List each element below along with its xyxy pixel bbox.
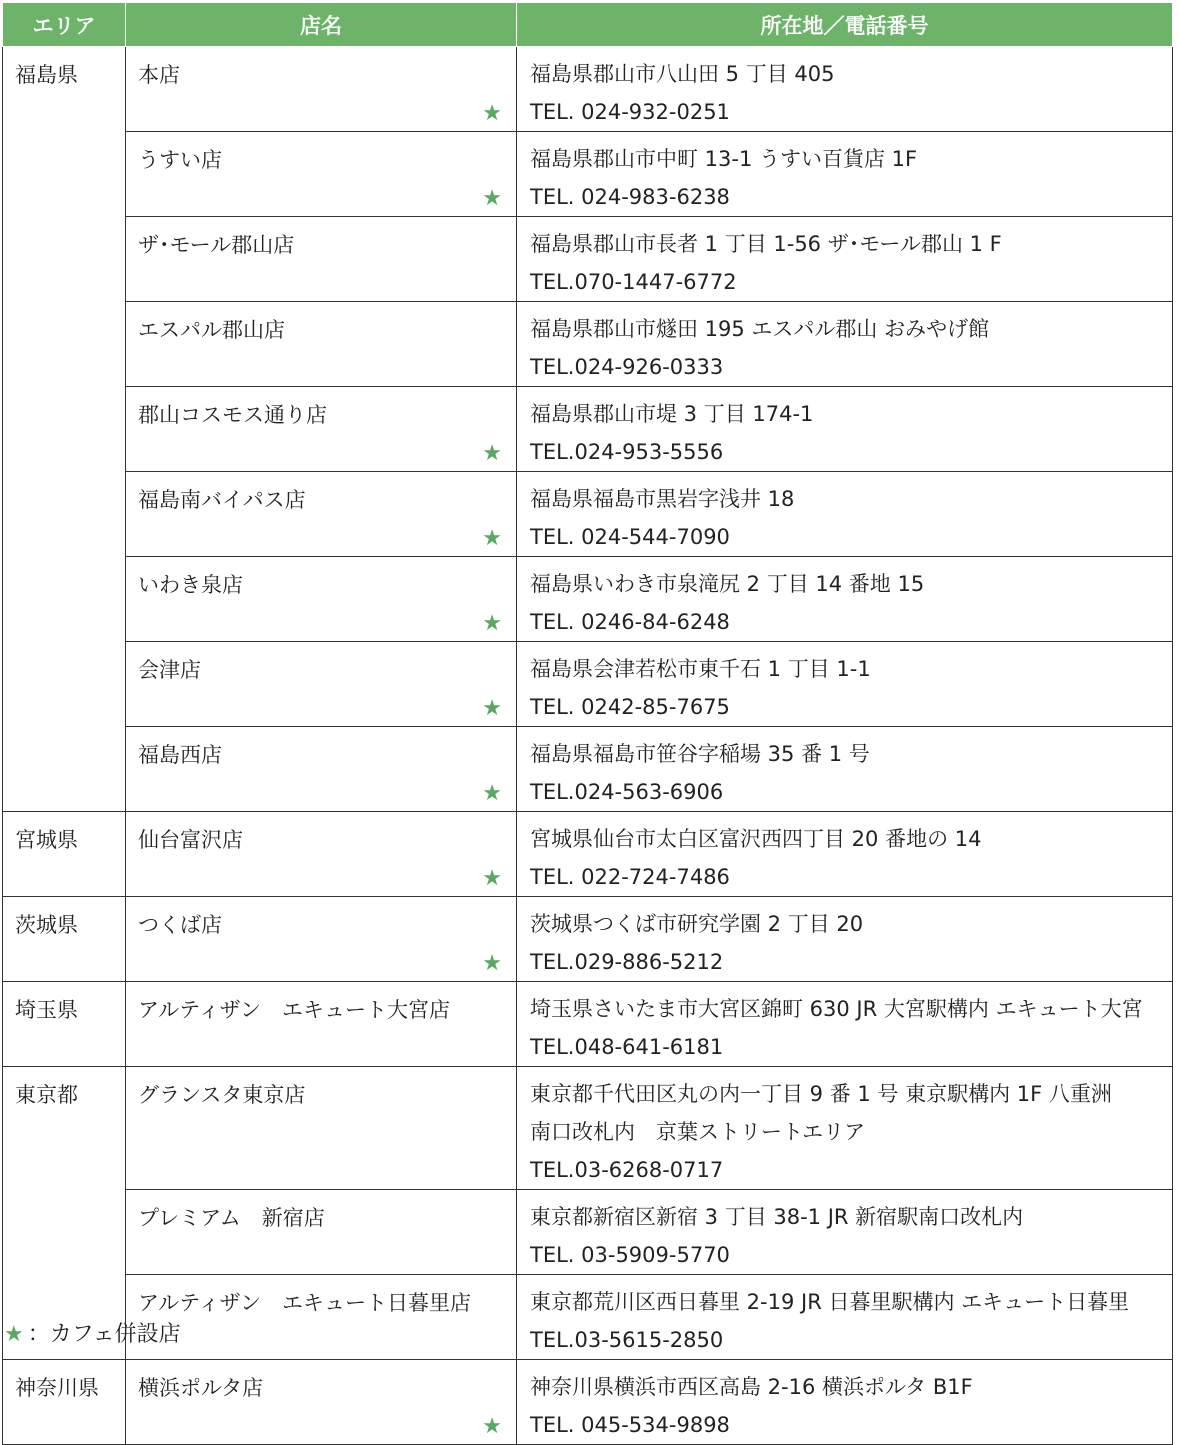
phone-number: TEL.024-926-0333 — [530, 355, 724, 379]
address-cell — [517, 1275, 1173, 1360]
address-cell — [517, 1190, 1173, 1275]
star-icon: ★ — [482, 611, 502, 636]
star-icon: ★ — [482, 441, 502, 466]
address-line: 東京都荒川区西日暮里 2-19 JR 日暮里駅構内 エキュート日暮里 — [530, 1290, 1130, 1314]
address-line: 南口改札内 京葉ストリートエリア — [530, 1120, 866, 1144]
address-cell — [517, 217, 1173, 302]
address-cell — [517, 387, 1173, 472]
phone-number: TEL.03-6268-0717 — [530, 1158, 724, 1182]
address-line: 東京都新宿区新宿 3 丁目 38-1 JR 新宿駅南口改札内 — [530, 1205, 1024, 1229]
legend-text: ：カフェ併設店 — [27, 1322, 181, 1347]
store-name-cell — [126, 897, 517, 982]
table-row — [3, 132, 1173, 217]
store-name-cell — [126, 812, 517, 897]
store-name-cell — [126, 217, 517, 302]
address-cell — [517, 472, 1173, 557]
store-name-cell — [126, 472, 517, 557]
address-line: 福島県いわき市泉滝尻 2 丁目 14 番地 15 — [530, 572, 925, 596]
store-name-cell — [126, 132, 517, 217]
table-row — [3, 812, 1173, 897]
area-cell: 福島県 — [3, 47, 126, 812]
store-list-table — [2, 2, 1173, 1445]
star-icon: ★ — [482, 526, 502, 551]
store-name-cell — [126, 982, 517, 1067]
address-line: 福島県会津若松市東千石 1 丁目 1-1 — [530, 657, 871, 681]
store-name: アルティザン エキュート日暮里店 — [138, 1291, 472, 1315]
phone-number: TEL. 024-983-6238 — [530, 185, 730, 209]
area-cell: 宮城県 — [3, 812, 126, 897]
phone-number: TEL.024-563-6906 — [530, 780, 724, 804]
phone-number: TEL.03-5615-2850 — [530, 1328, 724, 1352]
phone-number: TEL.029-886-5212 — [530, 950, 724, 974]
store-name: 郡山コスモス通り店 — [138, 403, 327, 427]
area-cell: 茨城県 — [3, 897, 126, 982]
store-name: いわき泉店 — [138, 573, 243, 597]
header-row — [3, 3, 1173, 47]
store-name: プレミアム 新宿店 — [138, 1206, 325, 1230]
address-line: 埼玉県さいたま市大宮区錦町 630 JR 大宮駅構内 エキュート大宮 — [530, 997, 1143, 1021]
header-area: エリア — [3, 3, 126, 47]
address-cell — [517, 1067, 1173, 1190]
store-name: つくば店 — [138, 913, 222, 937]
store-name-cell — [126, 642, 517, 727]
table-row — [3, 1190, 1173, 1275]
phone-number: TEL. 022-724-7486 — [530, 865, 730, 889]
store-name: 福島南バイパス店 — [138, 488, 306, 512]
store-name: 横浜ポルタ店 — [138, 1376, 264, 1400]
address-line: 福島県福島市笹谷字稲場 35 番 1 号 — [530, 742, 870, 766]
header-store: 店名 — [126, 3, 517, 47]
store-name-cell — [126, 387, 517, 472]
store-name: エスパル郡山店 — [138, 318, 285, 342]
phone-number: TEL. 03-5909-5770 — [530, 1243, 730, 1267]
table-row — [3, 217, 1173, 302]
header-address: 所在地／電話番号 — [517, 3, 1173, 47]
store-name-cell — [126, 1275, 517, 1360]
table-row — [3, 1360, 1173, 1445]
address-line: 福島県郡山市長者 1 丁目 1-56 ザ･モール郡山 1 F — [530, 232, 1002, 256]
store-name: うすい店 — [138, 148, 222, 172]
store-name: 本店 — [138, 63, 180, 87]
legend — [4, 1317, 181, 1348]
store-name-cell — [126, 1360, 517, 1445]
address-cell — [517, 302, 1173, 387]
table-row — [3, 387, 1173, 472]
address-cell — [517, 47, 1173, 132]
address-cell — [517, 1360, 1173, 1445]
address-cell — [517, 897, 1173, 982]
store-name-cell — [126, 47, 517, 132]
store-name: 福島西店 — [138, 743, 222, 767]
table-row — [3, 1067, 1173, 1190]
star-icon: ★ — [482, 101, 502, 126]
store-name-cell — [126, 302, 517, 387]
address-cell — [517, 727, 1173, 812]
address-line: 東京都千代田区丸の内一丁目 9 番 1 号 東京駅構内 1F 八重洲 — [530, 1082, 1112, 1106]
store-name-cell — [126, 1067, 517, 1190]
store-name: 仙台富沢店 — [138, 828, 243, 852]
address-line: 福島県郡山市燧田 195 エスパル郡山 おみやげ館 — [530, 317, 990, 341]
store-name: アルティザン エキュート大宮店 — [138, 998, 451, 1022]
phone-number: TEL. 0246-84-6248 — [530, 610, 730, 634]
table-row — [3, 897, 1173, 982]
area-cell: 東京都 — [3, 1067, 126, 1360]
star-icon: ★ — [482, 866, 502, 891]
phone-number: TEL. 024-932-0251 — [530, 100, 730, 124]
table-row — [3, 472, 1173, 557]
phone-number: TEL.048-641-6181 — [530, 1035, 724, 1059]
store-name-cell — [126, 1190, 517, 1275]
star-icon: ★ — [482, 696, 502, 721]
table-row — [3, 727, 1173, 812]
table-row — [3, 47, 1173, 132]
address-line: 福島県福島市黒岩字浅井 18 — [530, 487, 795, 511]
address-cell — [517, 132, 1173, 217]
table-row — [3, 642, 1173, 727]
store-rows — [3, 47, 1173, 1445]
phone-number: TEL. 0242-85-7675 — [530, 695, 730, 719]
store-name: 会津店 — [138, 658, 201, 682]
address-line: 宮城県仙台市太白区富沢西四丁目 20 番地の 14 — [530, 827, 982, 851]
star-icon: ★ — [482, 186, 502, 211]
table-row — [3, 982, 1173, 1067]
table-row — [3, 557, 1173, 642]
store-name: ザ･モール郡山店 — [138, 233, 295, 257]
phone-number: TEL. 024-544-7090 — [530, 525, 730, 549]
phone-number: TEL.070-1447-6772 — [530, 270, 737, 294]
phone-number: TEL.024-953-5556 — [530, 440, 724, 464]
store-name: グランスタ東京店 — [138, 1083, 306, 1107]
address-cell — [517, 557, 1173, 642]
star-icon: ★ — [482, 1414, 502, 1439]
table-row — [3, 302, 1173, 387]
address-line: 神奈川県横浜市西区高島 2-16 横浜ポルタ B1F — [530, 1375, 973, 1399]
address-cell — [517, 982, 1173, 1067]
star-icon: ★ — [4, 1322, 24, 1347]
address-cell — [517, 812, 1173, 897]
star-icon: ★ — [482, 951, 502, 976]
area-cell: 埼玉県 — [3, 982, 126, 1067]
address-line: 福島県郡山市堤 3 丁目 174-1 — [530, 402, 814, 426]
address-line: 茨城県つくば市研究学園 2 丁目 20 — [530, 912, 864, 936]
address-line: 福島県郡山市八山田 5 丁目 405 — [530, 62, 835, 86]
star-icon: ★ — [482, 781, 502, 806]
phone-number: TEL. 045-534-9898 — [530, 1413, 730, 1437]
address-line: 福島県郡山市中町 13-1 うすい百貨店 1F — [530, 147, 918, 171]
area-cell: 神奈川県 — [3, 1360, 126, 1445]
address-cell — [517, 642, 1173, 727]
store-name-cell — [126, 557, 517, 642]
store-name-cell — [126, 727, 517, 812]
